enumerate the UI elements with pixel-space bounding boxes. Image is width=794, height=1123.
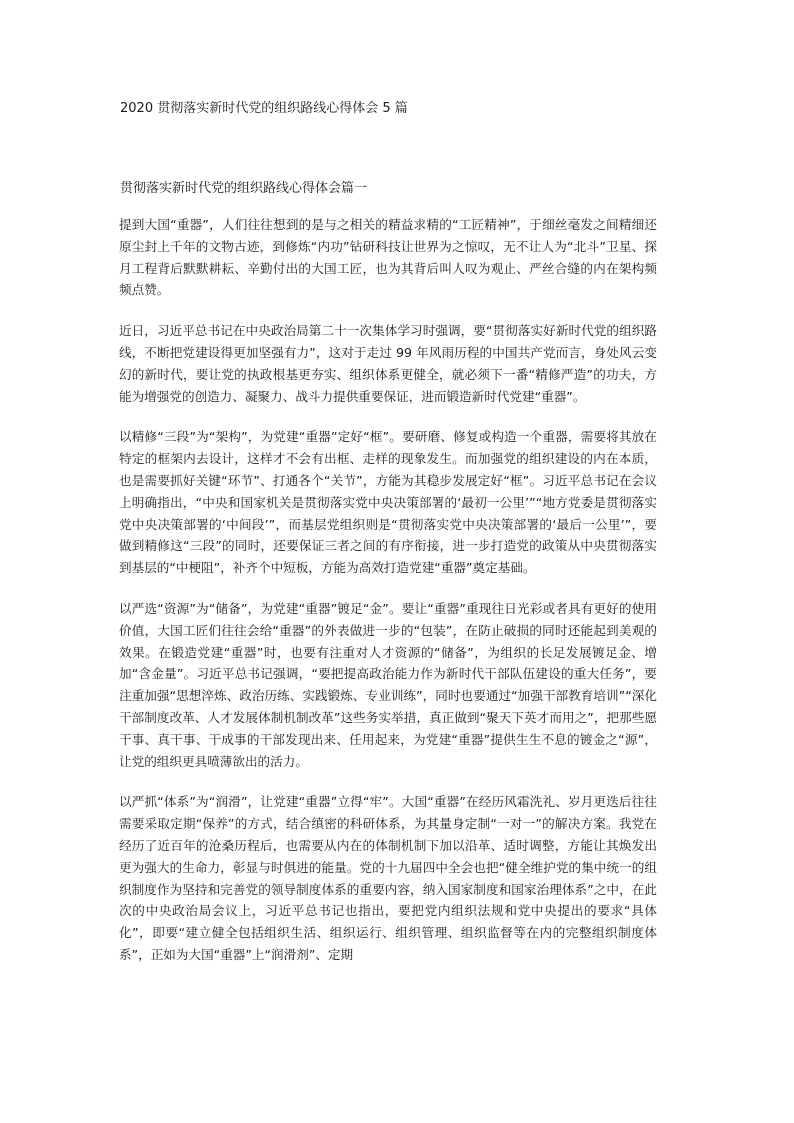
paragraph: 提到大国“重器”，人们往往想到的是与之相关的精益求精的“工匠精神”，于细丝毫发之间精细还原尘封上千年的文物古迹，到修炼“内功”钻研科技让世界为之惊叹，无不让人为“北斗”卫星、探月工程背后默默耕耘、辛勤付出的大国工匠，也为其背后叫人叹为观止、严丝合缝的内在架构频频点赞。 [119, 217, 657, 298]
document-title: 2020 贯彻落实新时代党的组织路线心得体会 5 篇 [120, 101, 408, 116]
paragraph: 近日，习近平总书记在中央政治局第二十一次集体学习时强调，要“贯彻落实好新时代党的组织路线，不断把党建设得更加坚强有力”，这对于走过 99 年风雨历程的中国共产党而言，身处风云变幻的新时代，要让党的执政根基更夯实、组织体系更健全，就必须下一番“精修严造”的功夫，方能为增强党的创造力、凝聚力、战斗力提供重要保证，进而锻造新时代党建“重器”。 [119, 323, 657, 404]
paragraph: 以严抓“体系”为“润滑”，让党建“重器”立得“牢”。大国“重器”在经历风霜洗礼、岁月更迭后往往需要采取定期“保养”的方式，结合缜密的科研体系，为其量身定制“一对一”的解决方案。我党在经历了近百年的沧桑历程后，也需要从内在的体制机制下加以沿革、适时调整，方能让其焕发出更为强大的生命力，彰显与时俱进的能量。党的十九届四中全会也把“健全维护党的集中统一的组织制度作为坚持和完善党的领导制度体系的重要内容，纳入国家制度和国家治理体系”之中，在此次的中央政治局会议上，习近平总书记也指出，要把党内组织法规和党中央提出的要求“具体化”，即要“建立健全包括组织生活、组织运行、组织管理、组织监督等在内的完整组织制度体系”，正如为大国“重器”上“润滑剂”、定期 [119, 794, 657, 962]
paragraph: 以精修“三段”为“架构”，为党建“重器”定好“框”。要研磨、修复或构造一个重器，需要将其放在特定的框架内去设计，这样才不会有出框、走样的现象发生。而加强党的组织建设的内在本质，也是需要抓好关键“环节”、打通各个“关节”，方能为其稳步发展定好“框”。习近平总书记在会议上明确指出，“中央和国家机关是贯彻落实党中央决策部署的‘最初一公里’”“地方党委是贯彻落实党中央决策部署的‘中间段’”，而基层党组织则是“贯彻落实党中央决策部署的‘最后一公里’”，要做到精修这“三段”的同时，还要保证三者之间的有序衔接，进一步打造党的政策从中央贯彻落实到基层的“中梗阻”，补齐个中短板，方能为高效打造党建“重器”奠定基础。 [119, 429, 657, 576]
paragraph: 以严选“资源”为“储备”，为党建“重器”镀足“金”。要让“重器”重现往日光彩或者具有更好的使用价值，大国工匠们往往会给“重器”的外表做进一步的“包装”，在防止破损的同时还能起到美观的效果。在锻造党建“重器”时，也要有注重对人才资源的“储备”，为组织的长足发展镀足金、增加“含金量”。习近平总书记强调，“要把提高政治能力作为新时代干部队伍建设的重大任务”，要注重加强“思想淬炼、政治历练、实践锻炼、专业训练”，同时也要通过“加强干部教育培训”“深化干部制度改革、人才发展体制机制改革”这些务实举措，真正做到“聚天下英才而用之”，把那些愿干事、真干事、干成事的干部发现出来、任用起来，为党建“重器”提供生生不息的镀金之“源”，让党的组织更具喷薄欲出的活力。 [119, 600, 657, 769]
section-title: 贯彻落实新时代党的组织路线心得体会篇一 [120, 181, 368, 196]
document-body [119, 214, 657, 985]
